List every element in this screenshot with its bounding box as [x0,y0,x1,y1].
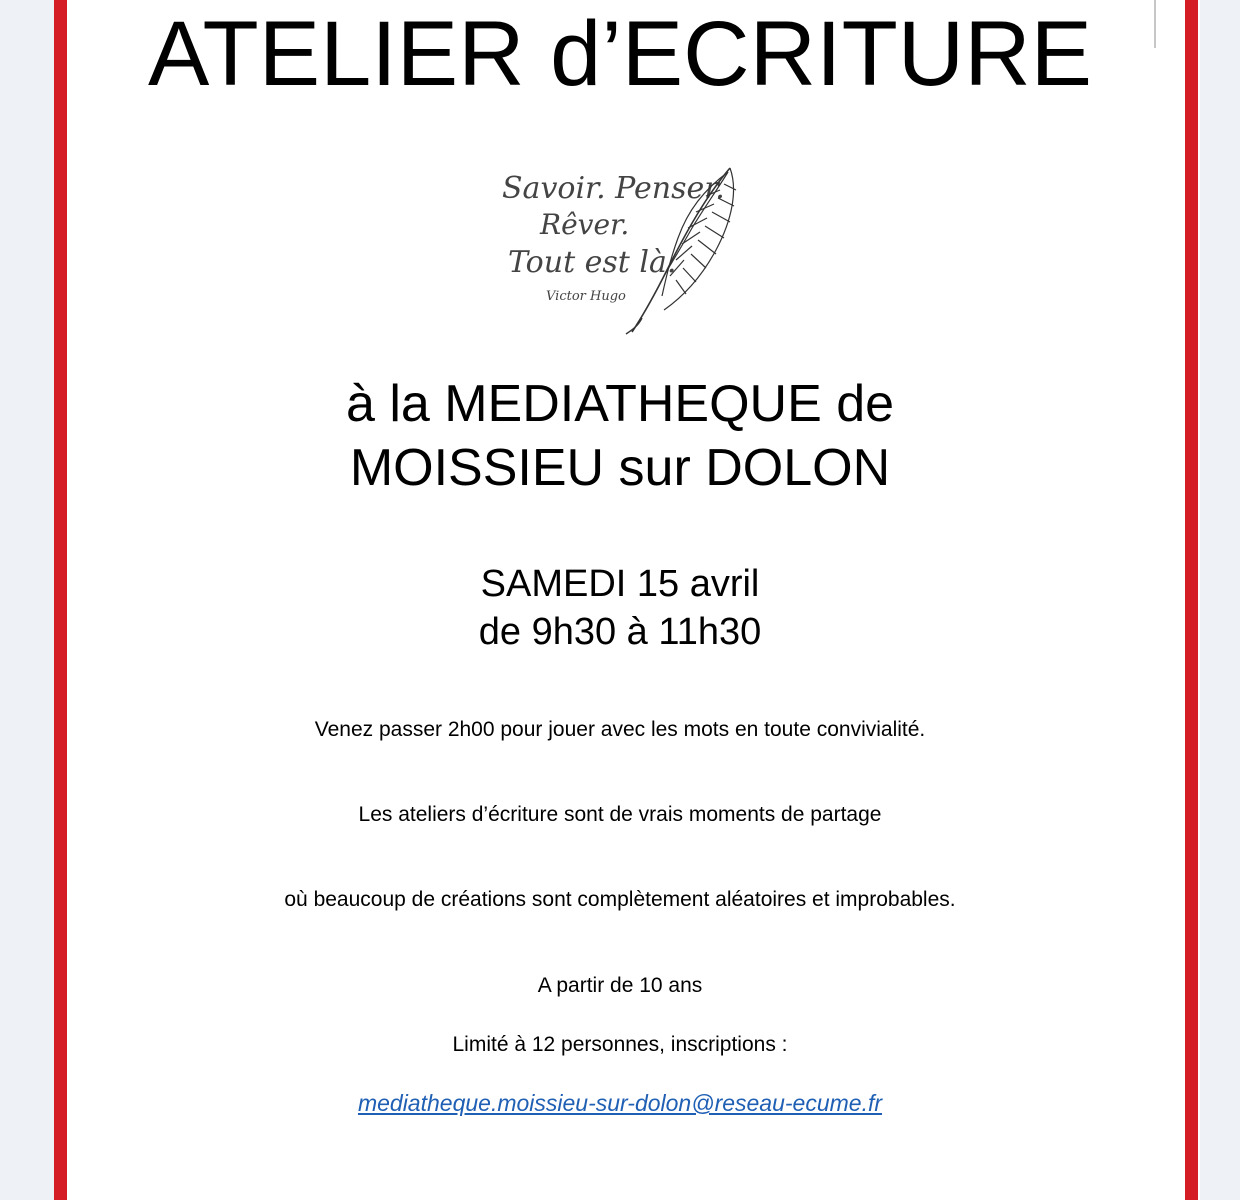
quote-line-2: Rêver. [540,208,630,241]
description-line-3: où beaucoup de créations sont complètement aléatoires et improbables. [284,888,956,911]
date-line-2: de 9h30 à 11h30 [478,611,762,653]
quote-illustration [492,150,752,340]
description-line-2: Les ateliers d’écriture sont de vrais moments de partage [358,803,882,826]
poster-title: ATELIER d’ECRITURE [147,3,1093,105]
quote-line-1: Savoir. Penser. [502,171,725,206]
email-block [0,1088,1240,1118]
quote-line-3: Tout est là. [508,245,677,280]
venue-line-1: à la MEDIATHEQUE de [345,375,895,433]
age-note: A partir de 10 ans [537,974,703,997]
venue-line-2: MOISSIEU sur DOLON [349,439,891,497]
quote-author: Victor Hugo [546,289,626,304]
quote-image [492,150,752,340]
description-line-1: Venez passer 2h00 pour jouer avec les mots en toute convivialité. [314,718,926,741]
email-link[interactable]: mediatheque.moissieu-sur-dolon@reseau-ecume.fr [357,1090,883,1116]
date-block [0,560,1240,656]
date-line-1: SAMEDI 15 avril [480,563,760,605]
venue-block [0,372,1240,500]
registration-note: Limité à 12 personnes, inscriptions : [452,1033,788,1056]
